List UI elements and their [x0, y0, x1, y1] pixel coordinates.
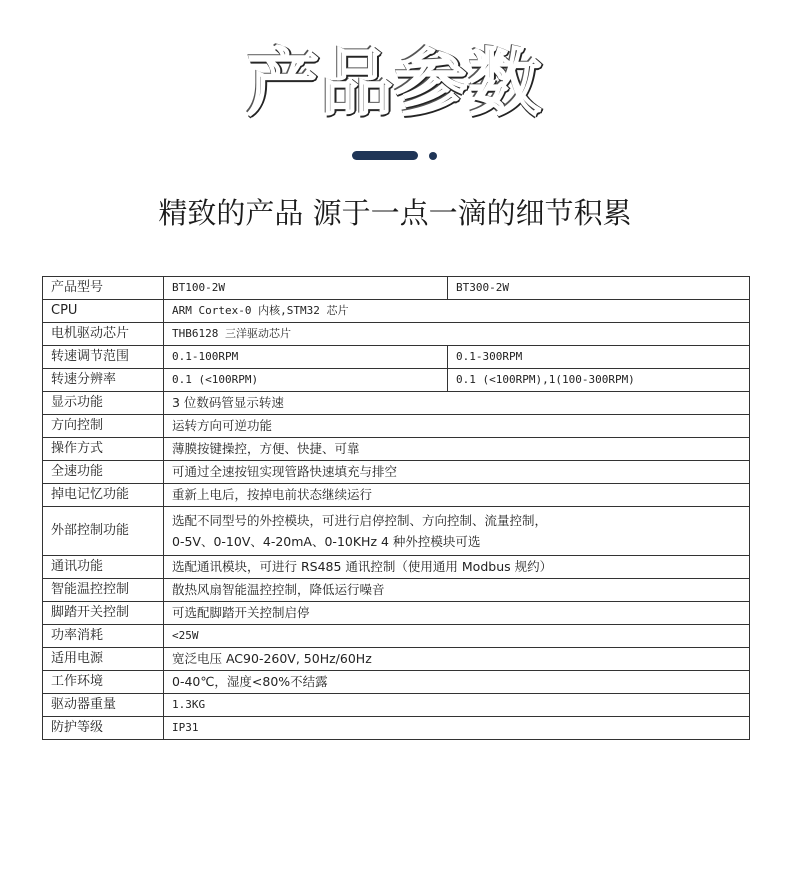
spec-value: 宽泛电压 AC90-260V, 50Hz/60Hz	[164, 648, 750, 671]
spec-label: 适用电源	[43, 648, 164, 671]
spec-value: THB6128 三洋驱动芯片	[164, 323, 750, 346]
spec-label: 掉电记忆功能	[43, 484, 164, 507]
spec-label: 转速调节范围	[43, 346, 164, 369]
page-subtitle: 精致的产品 源于一点一滴的细节积累	[158, 196, 632, 230]
table-row	[43, 648, 750, 671]
table-row	[43, 556, 750, 579]
spec-label: CPU	[43, 300, 164, 323]
table-row	[43, 694, 750, 717]
table-row	[43, 579, 750, 602]
spec-value: 3 位数码管显示转速	[164, 392, 750, 415]
table-row	[43, 507, 750, 556]
spec-label: 防护等级	[43, 717, 164, 740]
divider-dot	[429, 152, 437, 160]
table-row	[43, 438, 750, 461]
spec-label: 功率消耗	[43, 625, 164, 648]
spec-value: <25W	[164, 625, 750, 648]
table-row	[43, 323, 750, 346]
spec-value: 重新上电后，按掉电前状态继续运行	[164, 484, 750, 507]
spec-label: 工作环境	[43, 671, 164, 694]
spec-label: 操作方式	[43, 438, 164, 461]
divider-bar	[352, 151, 418, 160]
spec-value: 0.1 (<100RPM),1(100-300RPM)	[448, 369, 750, 392]
table-row	[43, 346, 750, 369]
spec-value: 运转方向可逆功能	[164, 415, 750, 438]
spec-value: BT100-2W	[164, 277, 448, 300]
spec-label: 产品型号	[43, 277, 164, 300]
spec-value: 选配通讯模块，可进行 RS485 通讯控制（使用通用 Modbus 规约）	[164, 556, 750, 579]
spec-label: 驱动器重量	[43, 694, 164, 717]
spec-label: 外部控制功能	[43, 507, 164, 556]
spec-value: 薄膜按键操控，方便、快捷、可靠	[164, 438, 750, 461]
spec-label: 电机驱动芯片	[43, 323, 164, 346]
page-title: 产品参数	[246, 41, 543, 125]
table-row	[43, 369, 750, 392]
spec-value: IP31	[164, 717, 750, 740]
spec-value: 可通过全速按钮实现管路快速填充与排空	[164, 461, 750, 484]
spec-value: 0.1 (<100RPM)	[164, 369, 448, 392]
spec-label: 显示功能	[43, 392, 164, 415]
table-row	[43, 625, 750, 648]
spec-label: 转速分辨率	[43, 369, 164, 392]
table-row	[43, 392, 750, 415]
spec-label: 智能温控控制	[43, 579, 164, 602]
spec-label: 全速功能	[43, 461, 164, 484]
spec-value: BT300-2W	[448, 277, 750, 300]
table-row	[43, 484, 750, 507]
table-row	[43, 671, 750, 694]
spec-label: 通讯功能	[43, 556, 164, 579]
spec-value: ARM Cortex-0 内核,STM32 芯片	[164, 300, 750, 323]
table-row	[43, 602, 750, 625]
table-row	[43, 300, 750, 323]
spec-value-line: 0-5V、0-10V、4-20mA、0-10KHz 4 种外控模块可选	[172, 534, 481, 549]
table-row	[43, 415, 750, 438]
spec-value: 1.3KG	[164, 694, 750, 717]
table-row	[43, 717, 750, 740]
spec-value: 0.1-100RPM	[164, 346, 448, 369]
spec-value: 0.1-300RPM	[448, 346, 750, 369]
spec-value: 0-40℃，湿度<80%不结露	[164, 671, 750, 694]
spec-value-line: 选配不同型号的外控模块，可进行启停控制、方向控制、流量控制，	[172, 513, 548, 528]
spec-label: 脚踏开关控制	[43, 602, 164, 625]
spec-value: 可选配脚踏开关控制启停	[164, 602, 750, 625]
spec-label: 方向控制	[43, 415, 164, 438]
spec-value	[164, 507, 750, 556]
spec-table	[42, 276, 750, 740]
spec-value: 散热风扇智能温控控制，降低运行噪音	[164, 579, 750, 602]
table-row	[43, 277, 750, 300]
table-row	[43, 461, 750, 484]
